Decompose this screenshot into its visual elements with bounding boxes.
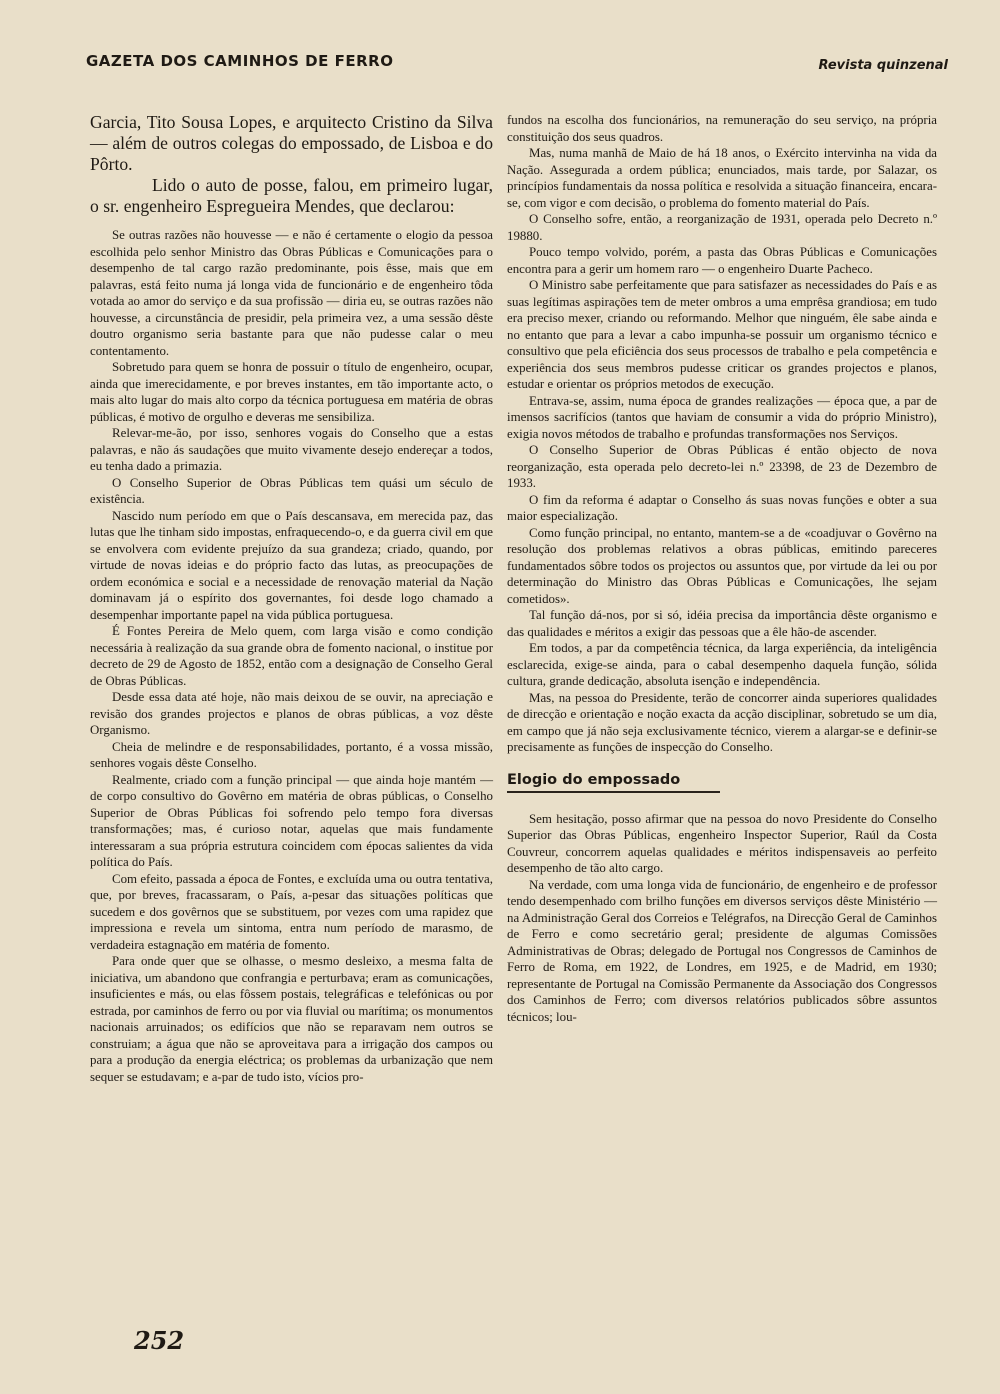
paragraph: Desde essa data até hoje, não mais deixou de se ouvir, na apreciação e revisão dos grandes projectos e planos de obras públicas, a voz dêste Organismo. (90, 690, 493, 737)
paragraph: É Fontes Pereira de Melo quem, com larga visão e como condição necessária à realização da sua grande obra de fomento nacional, o institue por decreto de 29 de Agosto de 1852, então com a designação de Conselho Geral de Obras Públicas. (90, 624, 493, 688)
section-heading: Elogio do empossado (507, 772, 720, 793)
paragraph: Na verdade, com uma longa vida de funcionário, de engenheiro e de professor tendo desempenhado com brilho funções em diversos serviços dêste Ministério — na Administração Geral dos Correios e Telégrafos, na Direcção Geral de Caminhos de Ferro e como secretário geral; presidente de algumas Comissões Administrativas de Obras; delegado de Portugal nos Congressos de Caminhos de Ferro de Roma, em 1922, de Londres, em 1925, e de Madrid, em 1930; representante de Portugal na Comissão Permanente da Associação dos Congressos dos Caminhos de Ferro; com diversos relatórios publicados sôbre assuntos técnicos; lou- (507, 877, 937, 1024)
paragraph: Entrava-se, assim, numa época de grandes realizações — época que, a par de imensos sacrifícios (tantos que haviam de consumir a vida do próprio Ministro), exigia novos métodos de trabalho e profundas transformações nos Serviços. (507, 393, 937, 441)
paragraph: O fim da reforma é adaptar o Conselho ás suas novas funções e obter a sua maior especialização. (507, 492, 937, 523)
paragraph: Mas, na pessoa do Presidente, terão de concorrer ainda superiores qualidades de direcção e orientação e noção exacta da acção disciplinar, sobretudo se um dia, em campo que já não seja exclusivamente técnico, vierem a alargar-se e definir-se precisamente as funções de inspecção do Conselho. (507, 690, 937, 754)
paragraph: Realmente, criado com a função principal — que ainda hoje mantém — de corpo consultivo do Govêrno em matéria de obras públicas, o Conselho Superior de Obras Públicas foi sofrendo pelo tempo fora diversas transformações; mas, é curioso notar, aquelas que mais fundamente interessaram a sua própria estrutura coincidem com épocas salientes da vida política do País. (90, 772, 493, 869)
left-column (90, 112, 493, 1085)
speech-body-continued (507, 112, 937, 756)
paragraph: Se outras razões não houvesse — e não é certamente o elogio da pessoa escolhida pelo senhor Ministro das Obras Públicas e Comunicações para o desempenho de tal cargo razão predominante, pois êsse, mais que em palavras, está feito numa já longa vida de funcionário e de engenheiro tôda votada ao amor do serviço e da sua profissão — diria eu, se outras razões não houvesse, a circunstância de presidir, pela primeira vez, a uma sessão dêste doutro organismo seria bastante para que não pudesse calar o meu contentamento. (90, 228, 493, 358)
paragraph: O Conselho sofre, então, a reorganização de 1931, operada pelo Decreto n.º 19880. (507, 212, 937, 243)
issue-frequency: Revista quinzenal (818, 58, 948, 73)
paragraph: Relevar-me-ão, por isso, senhores vogais do Conselho que a estas palavras, e não ás saudações que muito vivamente desejo endereçar a todos, eu tenha dado a primazia. (90, 426, 493, 473)
paragraph: Sobretudo para quem se honra de possuir o título de engenheiro, ocupar, ainda que imerecidamente, e por breves instantes, em tão importante acto, o mais alto lugar do mais alto corpo da técnica portuguesa em matéria de obras públicas, é motivo de orgulho e deveras me sensibiliza. (90, 360, 493, 424)
paragraph: O Conselho Superior de Obras Públicas tem quási um século de existência. (90, 475, 493, 506)
page-number: 252 (134, 1326, 185, 1355)
paragraph: Pouco tempo volvido, porém, a pasta das Obras Públicas e Comunicações encontra para a gerir um homem raro — o engenheiro Duarte Pacheco. (507, 245, 937, 276)
paragraph: Mas, numa manhã de Maio de há 18 anos, o Exército intervinha na vida da Nação. Assegurada a ordem pública; enunciados, mais tarde, por Salazar, os princípios fundamentais da nossa política e resolvida a situação financeira, encara-se, com vigor e com decisão, o problema do fomento material do País. (507, 146, 937, 210)
paragraph: O Conselho Superior de Obras Públicas é então objecto de nova reorganização, esta operada pelo decreto-lei n.º 23398, de 23 de Dezembro de 1933. (507, 443, 937, 490)
paragraph: Em todos, a par da competência técnica, da larga experiência, da inteligência esclarecida, exige-se ainda, para o cabal desempenho daquela função, sólida cultura, grande dedicação, absoluta isenção e independência. (507, 641, 937, 688)
right-column (507, 112, 937, 1025)
lead-paragraph: Garcia, Tito Sousa Lopes, e arquitecto Cristino da Silva — além de outros colegas do empossado, de Lisboa e do Pôrto. (90, 112, 493, 174)
lead-paragraph: Lido o auto de posse, falou, em primeiro lugar, o sr. engenheiro Espregueira Mendes, que declarou: (90, 175, 493, 216)
speech-body (90, 227, 493, 1085)
paragraph: Com efeito, passada a época de Fontes, e excluída uma ou outra tentativa, que, por breves, fracassaram, o País, a-pesar das situações políticas que sucedem e dos govêrnos que se substituem, por vezes com uma rapidez que impressiona e revela um sintoma, entra num período de marasmo, de verdadeira estagnação em matéria de fomento. (90, 871, 493, 952)
paragraph: Nascido num período em que o País descansava, em merecida paz, das lutas que lhe tinham sido impostas, enfraquecendo-o, e da guerra civil em que se envolvera com evidente prejuízo da sua grandeza; criado, quando, por virtude de novas ideias e do próprio facto das lutas, as preocupações de ordem económica e social e a necessidade de renovação material da Nação dominavam já o espírito dos governantes, foi desde logo chamado a desempenhar importante papel na vida pública portuguesa. (90, 508, 493, 622)
paragraph: Para onde quer que se olhasse, o mesmo desleixo, a mesma falta de iniciativa, um abandono que confrangia e perturbava; eram as comunicações, insuficientes e más, ou elas fôssem postais, telegráficas e telefónicas ou por estrada, por caminhos de ferro ou por via fluvial ou marítima; os monumentos nacionais arruinados; os edifícios que não se reparavam nem outros se construiam; a água que não se aproveitava para a irrigação dos campos ou para a produção da energia eléctrica; os problemas da urbanização que nem sequer se estudavam; e a-par de tudo isto, vícios pro- (90, 954, 493, 1084)
lead-text (90, 112, 493, 217)
paragraph: Sem hesitação, posso afirmar que na pessoa do novo Presidente do Conselho Superior das Obras Públicas, engenheiro Inspector Superior, Raúl da Costa Couvreur, concorrem aquelas qualidades e méritos indispensaveis ao perfeito desempenho de tão alto cargo. (507, 811, 937, 875)
section-body (507, 811, 937, 1026)
masthead-title: GAZETA DOS CAMINHOS DE FERRO (86, 52, 394, 70)
paragraph: O Ministro sabe perfeitamente que para satisfazer as necessidades do País e as suas legítimas aspirações tem de meter ombros a uma emprêsa grandiosa; em tudo era preciso mexer, criando ou reformando. Melhor que ninguém, êle sabe ainda e no entanto que para a levar a cabo impunha-se possuir um organismo técnico e consultivo que pela eficiência dos seus processos de trabalho e pela competência e experiência dos seus membros pudesse criticar os grandes projectos e planos, estudar e orientar os próprios metodos de execução. (507, 278, 937, 391)
paragraph: Como função principal, no entanto, mantem-se a de «coadjuvar o Govêrno na resolução dos problemas relativos a obras públicas, emitindo pareceres fundamentados sôbre todos os projectos ou assuntos que, por virtude da lei ou por determinação do Ministro das Obras Públicas e Comunicações, lhe sejam cometidos». (507, 525, 937, 606)
paragraph: Cheia de melindre e de responsabilidades, portanto, é a vossa missão, senhores vogais dêste Conselho. (90, 739, 493, 770)
paragraph: fundos na escolha dos funcionários, na remuneração do seu serviço, na própria constituição dos seus quadros. (507, 113, 937, 144)
paragraph: Tal função dá-nos, por si só, idéia precisa da importância dêste organismo e das qualidades e méritos a exigir das pessoas que a êle hão-de ascender. (507, 608, 937, 639)
